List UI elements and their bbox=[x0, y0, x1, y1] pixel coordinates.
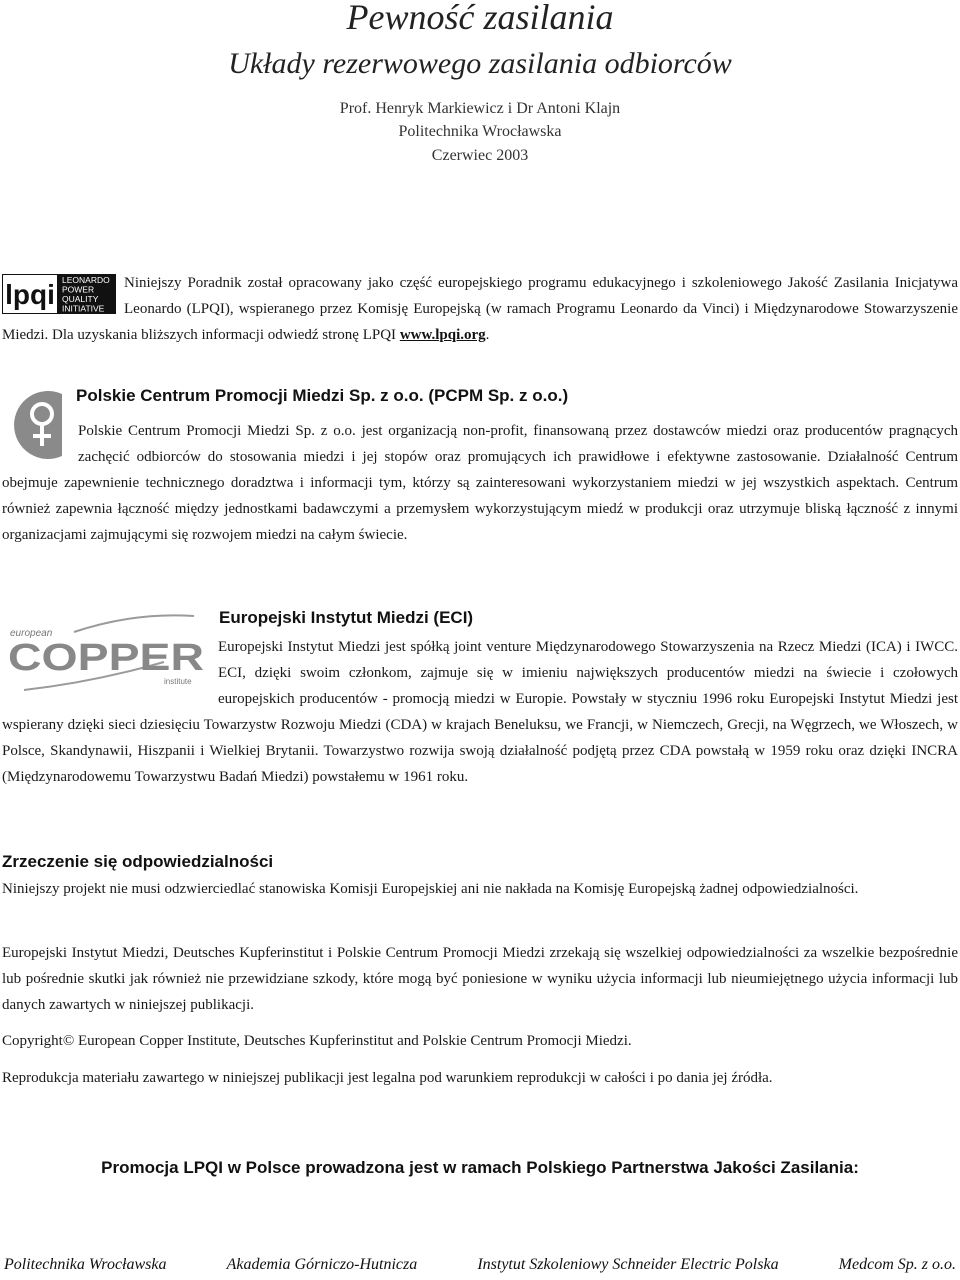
lpqi-paragraph bbox=[2, 270, 958, 348]
pcpm-paragraph bbox=[2, 418, 958, 548]
copyright-notice: Copyright© European Copper Institute, Deutsches Kupferinstitut and Polskie Centrum Promocji Miedzi. bbox=[2, 1033, 632, 1049]
pcpm-heading: Polskie Centrum Promocji Miedzi Sp. z o.o. (PCPM Sp. z o.o.) bbox=[76, 386, 569, 405]
lpqi-website-link[interactable]: www.lpqi.org bbox=[399, 327, 486, 343]
copper-logo-top: european bbox=[10, 628, 53, 639]
document-title: Pewność zasilania bbox=[346, 0, 614, 37]
partner-name: Politechnika Wrocławska bbox=[4, 1256, 167, 1273]
document-subtitle: Układy rezerwowego zasilania odbiorców bbox=[228, 47, 732, 80]
institution: Politechnika Wrocławska bbox=[398, 123, 562, 140]
eci-heading: Europejski Instytut Miedzi (ECI) bbox=[219, 608, 474, 627]
partners-footer bbox=[0, 1256, 960, 1274]
pcpm-text: Polskie Centrum Promocji Miedzi Sp. z o.o. jest organizacją non-profit, finansowaną przez dostawców miedzi oraz producentów pragnących zachęcić odbiorców do stosowania miedzi i jej stopów oraz promujących ich prawidłowe i efektywne zastosowanie. Działalność Centrum obejmuje zapewnienie technicznego doradztwa i informacji tym, którzy są zainteresowani wykorzystaniem miedzi w jej wszystkich aspektach. Centrum również zapewnia łączność między jednostkami badawczymi a przemysłem wykorzystującym miedź w produkcji oraz utrzymuje bliską łączność z innymi organizacjami zajmującymi się rozwojem miedzi na całym świecie. bbox=[2, 423, 958, 543]
disclaimer-paragraph-2: Europejski Instytut Miedzi, Deutsches Kupferinstitut i Polskie Centrum Promocji Miedzi zrzekają się wszelkiej odpowiedzialności za wszelkie bezpośrednie lub pośrednie skutki jak również nie przewidziane szkody, które mogą być poniesione w wyniku użycia informacji lub nieumiejętnego użycia informacji lub danych zawartych w niniejszej publikacji. bbox=[2, 945, 958, 1013]
lpqi-logo-line: QUALITY bbox=[62, 294, 99, 304]
lpqi-logo-line: LEONARDO bbox=[62, 275, 110, 285]
partner-name: Medcom Sp. z o.o. bbox=[838, 1256, 956, 1273]
disclaimer-paragraph-1: Niniejszy projekt nie musi odzwierciedlać stanowiska Komisji Europejskiej ani nie nakłada na Komisję Europejską żadnej odpowiedzialności. bbox=[2, 881, 859, 897]
lpqi-text: Niniejszy Poradnik został opracowany jako część europejskiego programu edukacyjnego i szkoleniowego Jakość Zasilania Inicjatywa Leonardo (LPQI), wspieranego przez Komisję Europejską (w ramach Programu Leonardo da Vinci) i Międzynarodowe Stowarzyszenie Miedzi. Dla uzyskania bliższych informacji odwiedź stronę LPQI bbox=[2, 275, 958, 343]
disclaimer-heading: Zrzeczenie się odpowiedzialności bbox=[2, 852, 274, 871]
partner-name: Instytut Szkoleniowy Schneider Electric Polska bbox=[477, 1256, 779, 1273]
lpqi-logo-mark: lpqi bbox=[5, 279, 55, 310]
lpqi-logo-line: POWER bbox=[62, 284, 95, 295]
eci-paragraph bbox=[2, 634, 958, 790]
eci-text: Europejski Instytut Miedzi jest spółką joint venture Międzynarodowego Stowarzyszenia na Rzecz Miedzi (ICA) i IWCC. ECI, dzięki swoim członkom, zajmuje się w imieniu największych producentów miedzi na świecie i czołowych europejskich producentów - promocją miedzi w Europie. Powstały w styczniu 1996 roku Europejski Instytut Miedzi jest wspierany dzięki sieci dziesięciu Towarzystw Rozwoju Miedzi (CDA) w krajach Beneluksu, we Francji, w Niemczech, Grecji, na Węgrzech, we Włoszech, w Polsce, Skandynawii, Hiszpanii i Wielkiej Brytanii. Towarzystwo rozwija swoją działalność podjętą przez CDA powstałą w 1959 roku oraz dzięki INCRA (Międzynarodowemu Towarzystwu Badań Miedzi) powstałemu w 1961 roku. bbox=[2, 639, 958, 785]
publication-date: Czerwiec 2003 bbox=[431, 147, 529, 164]
lpqi-logo-line: INITIATIVE bbox=[62, 303, 105, 314]
lpqi-text-end: . bbox=[485, 327, 490, 343]
reproduction-notice: Reprodukcja materiału zawartego w niniejszej publikacji jest legalna pod warunkiem reprodukcji w całości i po dania jej źródła. bbox=[2, 1070, 773, 1086]
copper-logo-bottom: institute bbox=[164, 677, 192, 686]
authors: Prof. Henryk Markiewicz i Dr Antoni Klajn bbox=[339, 100, 621, 117]
promo-statement: Promocja LPQI w Polsce prowadzona jest w ramach Polskiego Partnerstwa Jakości Zasilania: bbox=[101, 1158, 859, 1177]
copper-logo-main: COPPER bbox=[8, 637, 205, 679]
partner-name: Akademia Górniczo-Hutnicza bbox=[226, 1256, 418, 1273]
